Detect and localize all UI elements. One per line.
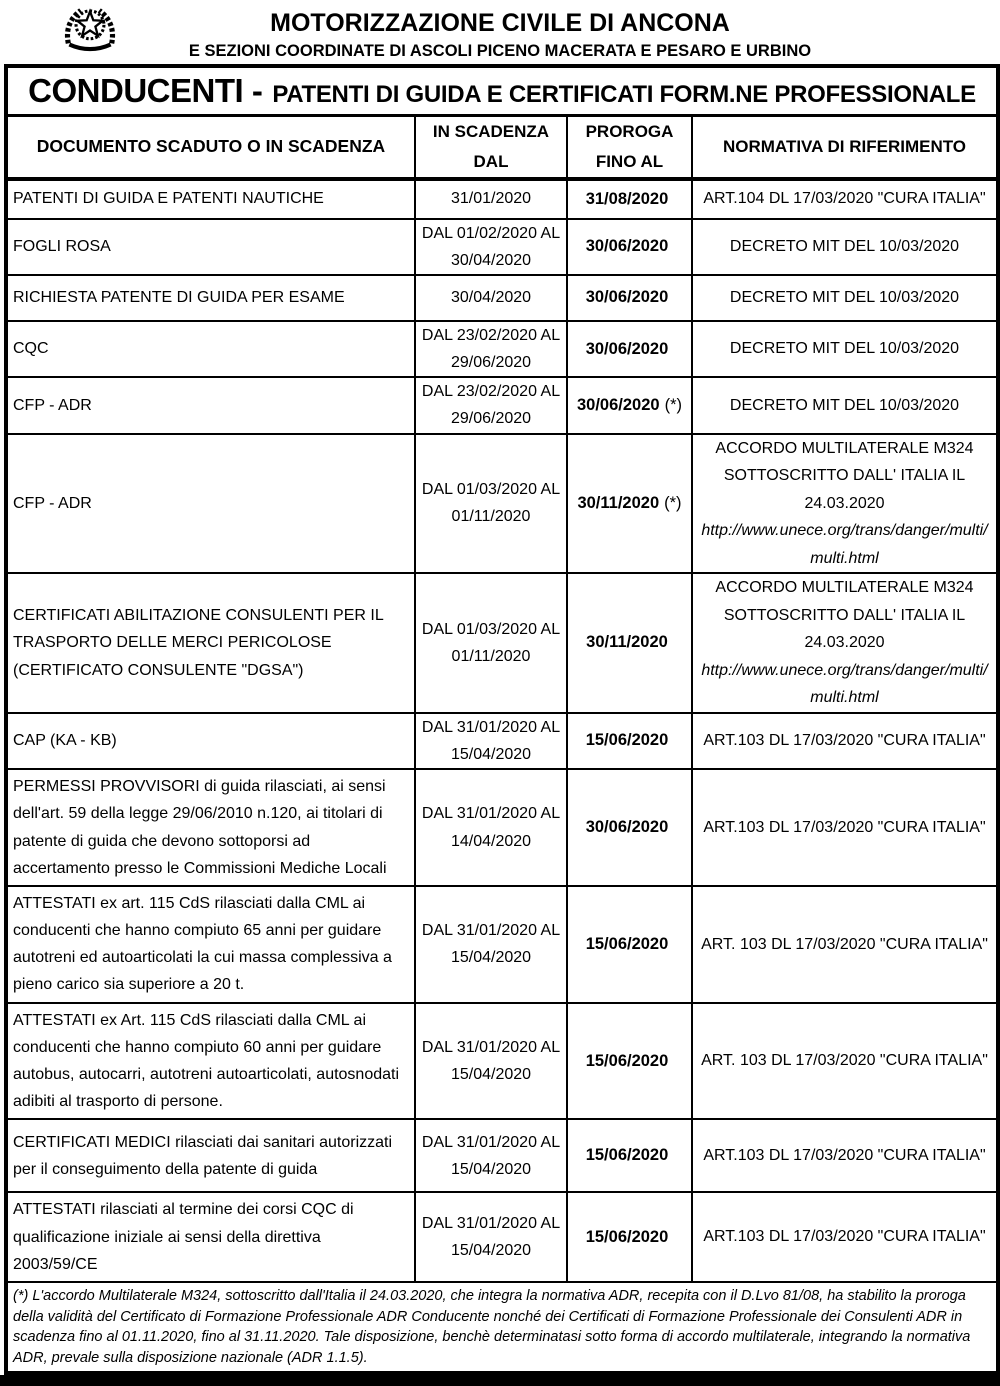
proroga-date: 30/06/2020: [576, 395, 660, 414]
footnote-row: [6, 1282, 998, 1373]
cell-in-scadenza: DAL 31/01/2020 AL 15/04/2020: [415, 1192, 567, 1282]
normativa-text: ART. 103 DL 17/03/2020 "CURA ITALIA": [701, 935, 988, 953]
table-row: [6, 573, 998, 713]
normativa-text: ART.103 DL 17/03/2020 "CURA ITALIA": [703, 732, 986, 750]
cell-proroga: [567, 1003, 692, 1120]
col-header-proroga: PROROGA FINO AL: [567, 116, 692, 179]
org-subtitle: E SEZIONI COORDINATE DI ASCOLI PICENO MACERATA E PESARO E URBINO: [188, 41, 812, 60]
cell-normativa: [692, 573, 998, 713]
table-title: [6, 66, 998, 116]
normativa-text: ART. 103 DL 17/03/2020 "CURA ITALIA": [701, 1052, 988, 1070]
col-header-normativa: NORMATIVA DI RIFERIMENTO: [692, 116, 998, 179]
table-row: [6, 179, 998, 219]
cell-documento: PERMESSI PROVVISORI di guida rilasciati, ai sensi dell'art. 59 della legge 29/06/2010 n.120, ai titolari di patente di guida che devono sottoporsi ad accertamento presso le Commissioni Mediche Locali: [6, 769, 415, 886]
normativa-text: ACCORDO MULTILATERALE M324 SOTTOSCRITTO DALL' ITALIA IL 24.03.2020: [715, 439, 974, 512]
cell-normativa: [692, 713, 998, 769]
cell-proroga: [567, 219, 692, 275]
table-row: [6, 434, 998, 574]
italian-republic-emblem-icon: [58, 2, 122, 58]
cell-normativa: [692, 219, 998, 275]
cell-normativa: [692, 886, 998, 1003]
normativa-link: http://www.unece.org/trans/danger/multi/multi.html: [701, 661, 988, 707]
cell-proroga: [567, 275, 692, 321]
cell-proroga: [567, 886, 692, 1003]
table-row: [6, 713, 998, 769]
cell-proroga: [567, 321, 692, 377]
cell-proroga: [567, 179, 692, 219]
cell-proroga: [567, 713, 692, 769]
cell-in-scadenza: DAL 23/02/2020 AL 29/06/2020: [415, 377, 567, 433]
cell-documento: CERTIFICATI ABILITAZIONE CONSULENTI PER IL TRASPORTO DELLE MERCI PERICOLOSE (CERTIFICATO CONSULENTE "DGSA"): [6, 573, 415, 713]
bottom-black-bar: [0, 1375, 1000, 1386]
proroga-note: (*): [664, 395, 682, 414]
cell-in-scadenza: DAL 31/01/2020 AL 15/04/2020: [415, 1119, 567, 1192]
cell-documento: CFP - ADR: [6, 434, 415, 574]
cell-normativa: [692, 769, 998, 886]
cell-proroga: [567, 1119, 692, 1192]
table-header-row: [6, 116, 998, 179]
cell-proroga: [567, 377, 692, 433]
cell-normativa: [692, 321, 998, 377]
table-row: [6, 1003, 998, 1120]
cell-proroga: [567, 1192, 692, 1282]
normativa-text: DECRETO MIT DEL 10/03/2020: [729, 340, 960, 358]
table-row: [6, 1192, 998, 1282]
proroga-date: 15/06/2020: [585, 934, 669, 953]
proroga-date: 15/06/2020: [585, 731, 669, 750]
cell-normativa: [692, 1119, 998, 1192]
cell-documento: ATTESTATI ex art. 115 CdS rilasciati dalla CML ai conducenti che hanno compiuto 65 anni per guidare autotreni ed autoarticolati la cui massa complessiva a pieno carico sia superiore a 20 t.: [6, 886, 415, 1003]
footnote-text: (*) L'accordo Multilaterale M324, sottoscritto dall'Italia il 24.03.2020, che integra la normativa ADR, recepita con il D.Lvo 81/08, ha stabilito la proroga della validità del Certificato di Formazione Professionale ADR Conducente nonché dei Certificati di Formazione Professionale dei Consulenti ADR in scadenza fino al 01.11.2020, fino al 31.11.2020. Tale disposizione, benchè determinatasi sotto forma di accordo multilaterale, integrando la normativa ADR, prevale sulla disposizione nazionale (ADR 1.1.5).: [6, 1282, 998, 1373]
cell-normativa: [692, 1192, 998, 1282]
cell-documento: CQC: [6, 321, 415, 377]
cell-normativa: [692, 434, 998, 574]
cell-in-scadenza: 31/01/2020: [415, 179, 567, 219]
cell-documento: CFP - ADR: [6, 377, 415, 433]
letterhead: [0, 0, 1000, 64]
table-row: [6, 1119, 998, 1192]
proroga-date: 15/06/2020: [585, 1227, 669, 1246]
cell-documento: CERTIFICATI MEDICI rilasciati dai sanitari autorizzati per il conseguimento della patente di guida: [6, 1119, 415, 1192]
cell-in-scadenza: DAL 31/01/2020 AL 15/04/2020: [415, 1003, 567, 1120]
proroga-date: 30/06/2020: [585, 288, 669, 307]
proroga-date: 30/06/2020: [585, 339, 669, 358]
table-title-rest: PATENTI DI GUIDA E CERTIFICATI FORM.NE PROFESSIONALE: [272, 81, 976, 108]
table-title-row: [6, 66, 998, 116]
proroga-date: 15/06/2020: [585, 1146, 669, 1165]
conducenti-table: [4, 64, 1000, 1375]
table-row: [6, 769, 998, 886]
cell-in-scadenza: 30/04/2020: [415, 275, 567, 321]
proroga-date: 15/06/2020: [585, 1051, 669, 1070]
cell-in-scadenza: DAL 01/03/2020 AL 01/11/2020: [415, 573, 567, 713]
cell-in-scadenza: DAL 31/01/2020 AL 15/04/2020: [415, 713, 567, 769]
cell-documento: RICHIESTA PATENTE DI GUIDA PER ESAME: [6, 275, 415, 321]
normativa-text: DECRETO MIT DEL 10/03/2020: [729, 237, 960, 255]
proroga-date: 30/06/2020: [585, 237, 669, 256]
cell-normativa: [692, 377, 998, 433]
normativa-text: ART.104 DL 17/03/2020 "CURA ITALIA": [703, 190, 986, 208]
cell-normativa: [692, 275, 998, 321]
col-header-in-scadenza: IN SCADENZA DAL: [415, 116, 567, 179]
cell-documento: PATENTI DI GUIDA E PATENTI NAUTICHE: [6, 179, 415, 219]
normativa-text: ART.103 DL 17/03/2020 "CURA ITALIA": [703, 1147, 986, 1165]
table-row: [6, 275, 998, 321]
cell-documento: FOGLI ROSA: [6, 219, 415, 275]
proroga-date: 30/11/2020: [577, 493, 660, 512]
proroga-date: 30/06/2020: [585, 818, 669, 837]
proroga-date: 30/11/2020: [586, 633, 668, 652]
cell-proroga: [567, 573, 692, 713]
table-row: [6, 886, 998, 1003]
table-row: [6, 219, 998, 275]
cell-documento: CAP (KA - KB): [6, 713, 415, 769]
cell-in-scadenza: DAL 31/01/2020 AL 14/04/2020: [415, 769, 567, 886]
proroga-date: 31/08/2020: [585, 189, 669, 208]
cell-normativa: [692, 179, 998, 219]
cell-in-scadenza: DAL 23/02/2020 AL 29/06/2020: [415, 321, 567, 377]
cell-normativa: [692, 1003, 998, 1120]
table-row: [6, 377, 998, 433]
org-title: MOTORIZZAZIONE CIVILE DI ANCONA: [270, 9, 730, 37]
cell-proroga: [567, 769, 692, 886]
cell-documento: ATTESTATI rilasciati al termine dei corsi CQC di qualificazione iniziale ai sensi della direttiva 2003/59/CE: [6, 1192, 415, 1282]
cell-in-scadenza: DAL 01/03/2020 AL 01/11/2020: [415, 434, 567, 574]
normativa-text: DECRETO MIT DEL 10/03/2020: [729, 396, 960, 414]
normativa-link: http://www.unece.org/trans/danger/multi/multi.html: [701, 522, 988, 567]
normativa-text: DECRETO MIT DEL 10/03/2020: [729, 289, 960, 307]
cell-in-scadenza: DAL 31/01/2020 AL 15/04/2020: [415, 886, 567, 1003]
proroga-note: (*): [664, 493, 682, 512]
cell-proroga: [567, 434, 692, 574]
normativa-text: ART.103 DL 17/03/2020 "CURA ITALIA": [703, 1228, 986, 1246]
normativa-text: ART.103 DL 17/03/2020 "CURA ITALIA": [703, 818, 986, 836]
table-title-main: CONDUCENTI -: [28, 72, 263, 109]
col-header-documento: DOCUMENTO SCADUTO O IN SCADENZA: [6, 116, 415, 179]
cell-documento: ATTESTATI ex Art. 115 CdS rilasciati dalla CML ai conducenti che hanno compiuto 60 anni per guidare autobus, autocarri, autotreni autoarticolati, autosnodati adibiti al trasporto di persone.: [6, 1003, 415, 1120]
normativa-text: ACCORDO MULTILATERALE M324 SOTTOSCRITTO DALL' ITALIA IL 24.03.2020: [715, 579, 974, 652]
table-row: [6, 321, 998, 377]
cell-in-scadenza: DAL 01/02/2020 AL 30/04/2020: [415, 219, 567, 275]
